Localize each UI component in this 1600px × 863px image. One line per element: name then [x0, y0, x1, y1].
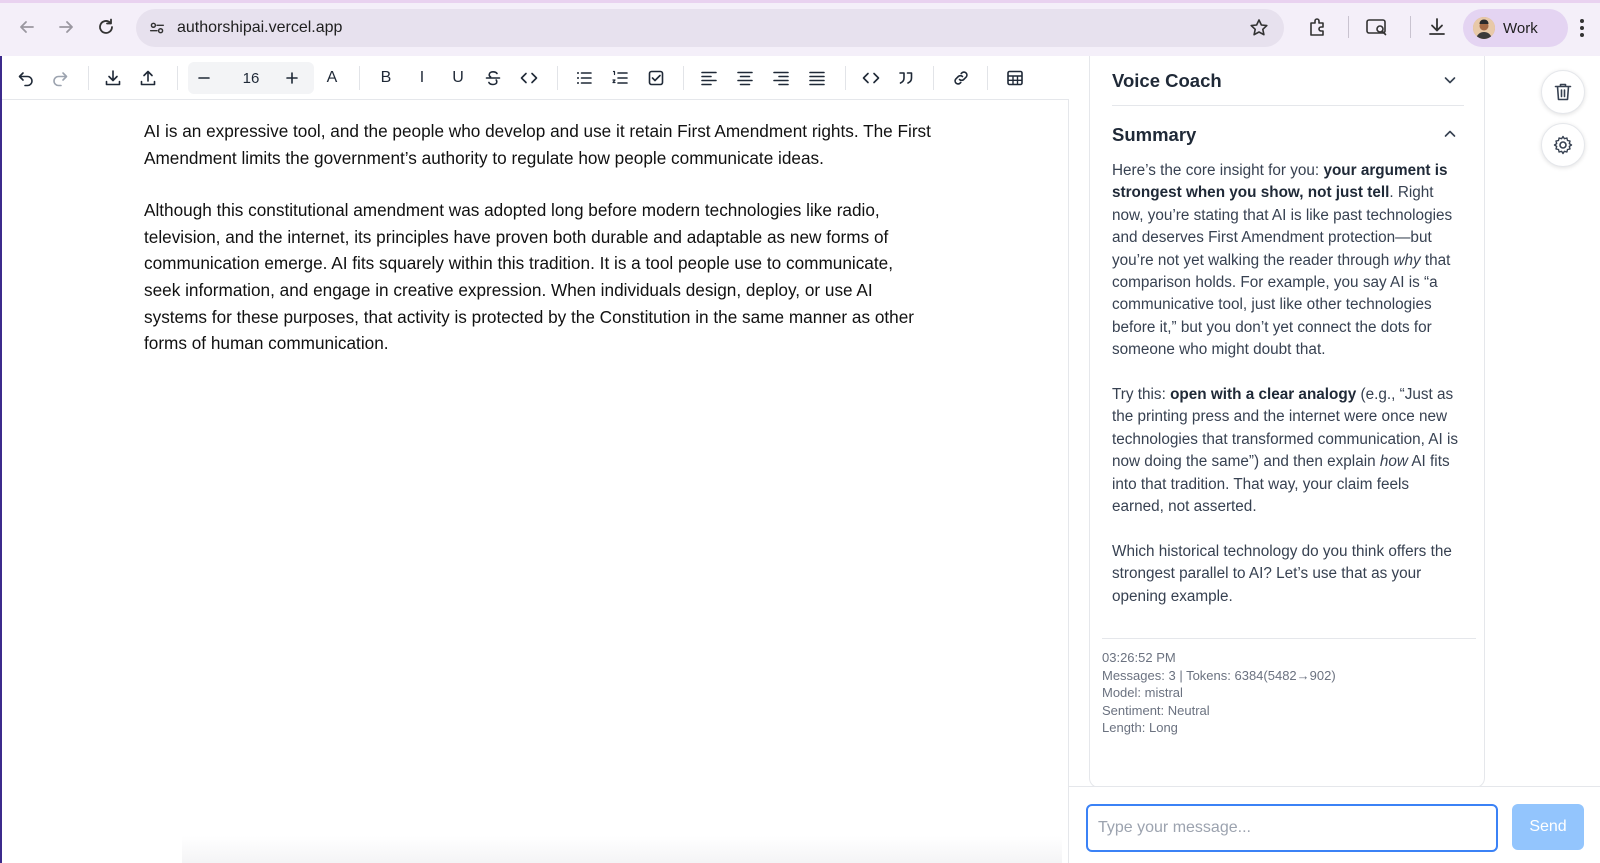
inline-code-button[interactable]: [515, 64, 543, 92]
font-size-value[interactable]: 16: [242, 70, 260, 87]
voice-coach-title: Voice Coach: [1112, 70, 1222, 91]
decrease-font-size-button[interactable]: [190, 64, 218, 92]
editor-pane: [2, 56, 1069, 863]
bookmark-star-icon[interactable]: [1248, 17, 1270, 39]
code-block-button[interactable]: [857, 64, 885, 92]
align-justify-icon: [808, 69, 826, 87]
tab-search-icon[interactable]: [1364, 14, 1390, 40]
toolbar-divider: [557, 66, 558, 90]
quote-icon: [897, 69, 915, 87]
align-center-button[interactable]: [731, 64, 759, 92]
link-icon: [952, 69, 970, 87]
underline-button[interactable]: [444, 64, 472, 92]
page-shadow: [182, 836, 1062, 863]
summary-paragraph: Here’s the core insight for you: your argument is strongest when you show, not just tell. Right now, you’re stating that AI is like past technologies and deserves First Amendment protection—but you’re not yet walking the reader through why that comparison holds. For example, you say AI is “a communicative tool, just like other technologies before it,” but you don’t yet connect the dots for someone who might doubt that.: [1112, 162, 1453, 359]
chevron-down-icon: [1442, 72, 1458, 88]
code-icon: [520, 69, 538, 87]
upload-icon: [139, 69, 157, 87]
document-paragraph[interactable]: AI is an expressive tool, and the people who develop and use it retain First Amendment rights. The First Amendment limits the government’s authority to regulate how people communicate ideas.: [144, 121, 931, 168]
bold-button[interactable]: [372, 64, 400, 92]
italic-label: I: [419, 69, 425, 86]
font-size-control: [188, 62, 314, 94]
arrow-right-icon: [56, 17, 76, 37]
message-metadata: [1102, 638, 1476, 737]
summary-text: [1112, 160, 1464, 630]
trash-icon: [1552, 81, 1574, 103]
send-button[interactable]: Send: [1512, 804, 1584, 850]
italic-button[interactable]: [408, 64, 436, 92]
chevron-up-icon: [1442, 126, 1458, 142]
browser-menu-icon[interactable]: [1570, 14, 1594, 42]
address-bar[interactable]: [136, 9, 1284, 47]
code-block-icon: [862, 69, 880, 87]
upload-button[interactable]: [134, 64, 162, 92]
voice-coach-header[interactable]: [1112, 56, 1464, 106]
forward-button[interactable]: [51, 12, 81, 42]
toolbar-divider: [1410, 16, 1411, 38]
summary-paragraph: Try this: open with a clear analogy (e.g., “Just as the printing press and the internet were once new technologies that transformed communication, AI is now doing the same”) and then explain how AI fits into that tradition. That way, your claim feels earned, not asserted.: [1112, 386, 1459, 516]
url-text[interactable]: authorshipai.vercel.app: [177, 19, 343, 36]
insert-table-button[interactable]: [1001, 64, 1029, 92]
site-settings-icon[interactable]: [146, 17, 168, 39]
profile-label: Work: [1503, 20, 1538, 37]
table-icon: [1006, 69, 1024, 87]
summary-header[interactable]: [1112, 106, 1464, 160]
toolbar-divider: [987, 66, 988, 90]
document-paragraph[interactable]: Although this constitutional amendment was adopted long before modern technologies like radio, television, and the internet, its principles have proven both durable and adaptable as new forms of communication emerge. AI fits squarely within this tradition. It is a tool people use to communicate, seek information, and engage in creative expression. When individuals design, deploy, or use AI systems for these purposes, that activity is protected by the Constitution in the same manner as other forms of human communication.: [144, 200, 914, 354]
toolbar-divider: [88, 66, 89, 90]
bullet-list-icon: [575, 69, 593, 87]
strikethrough-button[interactable]: [479, 64, 507, 92]
ordered-list-button[interactable]: [606, 64, 634, 92]
extensions-icon[interactable]: [1305, 14, 1331, 40]
undo-button[interactable]: [12, 64, 40, 92]
meta-time: 03:26:52 PM: [1102, 650, 1176, 665]
align-center-icon: [736, 69, 754, 87]
delete-button[interactable]: [1541, 70, 1585, 114]
downloads-icon[interactable]: [1424, 14, 1450, 40]
reload-button[interactable]: [91, 12, 121, 42]
redo-icon: [51, 69, 69, 87]
toolbar-divider: [1348, 16, 1349, 38]
message-input[interactable]: [1086, 804, 1498, 852]
toolbar-divider: [359, 66, 360, 90]
tab-strip-edge: [0, 0, 1600, 3]
arrow-left-icon: [17, 17, 37, 37]
message-composer: [1069, 786, 1600, 863]
summary-paragraph: Which historical technology do you think offers the strongest parallel to AI? Let’s use that as your opening example.: [1112, 542, 1452, 605]
plus-icon: [284, 70, 300, 86]
browser-toolbar: [0, 0, 1600, 56]
text-color-label: A: [326, 69, 338, 86]
text-color-button[interactable]: [318, 64, 346, 92]
toolbar-divider: [845, 66, 846, 90]
align-justify-button[interactable]: [803, 64, 831, 92]
align-left-icon: [700, 69, 718, 87]
toolbar-divider: [177, 66, 178, 90]
reload-icon: [96, 17, 116, 37]
feedback-card: [1089, 56, 1485, 788]
bullet-list-button[interactable]: [570, 64, 598, 92]
redo-button[interactable]: [46, 64, 74, 92]
settings-button[interactable]: [1541, 123, 1585, 167]
minus-icon: [196, 70, 212, 86]
task-list-button[interactable]: [642, 64, 670, 92]
align-left-button[interactable]: [695, 64, 723, 92]
insert-link-button[interactable]: [947, 64, 975, 92]
editor-toolbar: [2, 56, 1069, 100]
profile-button[interactable]: [1463, 9, 1568, 47]
ordered-list-icon: [611, 69, 629, 87]
toolbar-divider: [933, 66, 934, 90]
meta-model: Model: mistral: [1102, 685, 1183, 701]
increase-font-size-button[interactable]: [278, 64, 306, 92]
page-viewport: [2, 56, 1600, 863]
blockquote-button[interactable]: [892, 64, 920, 92]
gear-icon: [1552, 134, 1574, 156]
meta-messages: Messages: 3 | Tokens: 6384(5482→902): [1102, 667, 1336, 683]
align-right-button[interactable]: [767, 64, 795, 92]
assistant-panel: [1069, 56, 1600, 863]
download-button[interactable]: [99, 64, 127, 92]
align-right-icon: [772, 69, 790, 87]
meta-sentiment: Sentiment: Neutral: [1102, 702, 1210, 718]
avatar: [1473, 17, 1495, 39]
checkbox-icon: [647, 69, 665, 87]
strikethrough-icon: [484, 69, 502, 87]
document-body[interactable]: [144, 118, 934, 383]
back-button[interactable]: [12, 12, 42, 42]
undo-icon: [17, 69, 35, 87]
underline-label: U: [452, 69, 464, 86]
summary-title: Summary: [1112, 124, 1197, 145]
download-icon: [104, 69, 122, 87]
bold-label: B: [380, 69, 392, 86]
toolbar-divider: [683, 66, 684, 90]
meta-length: Length: Long: [1102, 720, 1178, 736]
